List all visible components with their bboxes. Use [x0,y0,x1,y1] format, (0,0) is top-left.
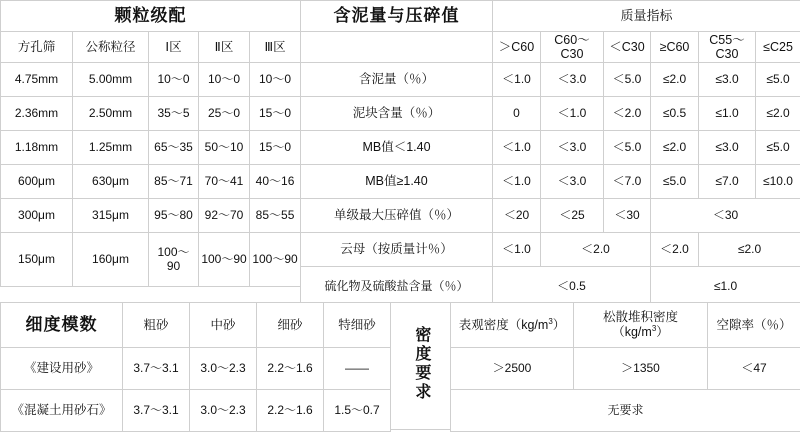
mud-row-label: 硫化物及硫酸盐含量（％） [301,267,493,308]
fineness-cell: 2.2～1.6 [257,390,324,432]
table-row [301,165,493,199]
quality-cell: ＜1.0 [493,131,541,165]
table-row [493,63,800,97]
quality-cell: ＜30 [651,199,800,233]
gradation-cell: 25～0 [199,97,250,131]
table-row [493,97,800,131]
mud-row-label: 泥块含量（％） [301,97,493,131]
quality-cell: ≤2.0 [651,63,699,97]
gradation-header-2: Ⅰ区 [149,32,199,63]
quality-block [492,0,800,298]
table-row [301,63,493,97]
gradation-cell: 10～0 [250,63,301,97]
table-row [493,131,800,165]
density-header-bulk [574,303,708,348]
gradation-header-row [1,32,301,63]
table-row [451,348,800,390]
gradation-cell: 4.75mm [1,63,73,97]
bottom-section [0,302,800,428]
table-row [1,63,301,97]
fineness-cell: 1.5～0.7 [324,390,391,432]
quality-cell: ＜1.0 [493,233,541,267]
table-row [1,165,301,199]
density-value-bulk: ＞1350 [574,348,708,390]
gradation-cell: 92～70 [199,199,250,233]
gradation-cell: 85～55 [250,199,301,233]
quality-cell: ≤2.0 [699,233,800,267]
gradation-cell: 2.50mm [73,97,149,131]
gradation-cell: 95～80 [149,199,199,233]
gradation-cell: 160μm [73,233,149,287]
density-header-bulk-tail: ） [656,326,669,340]
fineness-header-3: 特细砂 [324,303,391,348]
gradation-cell: 40～16 [250,165,301,199]
gradation-title-row [1,1,301,32]
fineness-cell: 3.0～2.3 [190,390,257,432]
gradation-header-4: Ⅲ区 [250,32,301,63]
gradation-cell: 85～71 [149,165,199,199]
mud-title: 含泥量与压碎值 [301,1,493,32]
quality-cell: ＜30 [604,199,651,233]
quality-cell: ≤1.0 [651,267,800,308]
gradation-cell: 300μm [1,199,73,233]
mud-row-label: 含泥量（％） [301,63,493,97]
density-label-block [390,302,450,428]
quality-cell: ＜2.0 [651,233,699,267]
quality-cell: ≤3.0 [699,63,756,97]
quality-cell: ＜5.0 [604,63,651,97]
quality-cell: ＜20 [493,199,541,233]
density-table [450,302,800,432]
quality-cell: ≤0.5 [651,97,699,131]
table-row [1,131,301,165]
gradation-cell: 150μm [1,233,73,287]
table-row [1,97,301,131]
mud-row-label: 单级最大压碎值（％） [301,199,493,233]
table-row [1,199,301,233]
quality-cell: ≤2.0 [651,131,699,165]
fineness-cell: 3.0～2.3 [190,348,257,390]
gradation-cell: 630μm [73,165,149,199]
fineness-header-0: 粗砂 [123,303,190,348]
quality-header-4: C55～C30 [699,32,756,63]
table-row [301,131,493,165]
quality-cell: ≤2.0 [756,97,800,131]
gradation-cell: 315μm [73,199,149,233]
gradation-cell: 2.36mm [1,97,73,131]
mud-row-label: 云母（按质量计％） [301,233,493,267]
mud-title-row [301,1,493,32]
table-row [301,233,493,267]
quality-cell: ＜3.0 [541,131,604,165]
gradation-cell: 70～41 [199,165,250,199]
quality-header-row [493,32,800,63]
gradation-cell: 5.00mm [73,63,149,97]
gradation-cell: 600μm [1,165,73,199]
quality-title: 质量指标 [493,1,800,32]
gradation-block [0,0,300,298]
table-row [301,97,493,131]
quality-cell: ≤3.0 [699,131,756,165]
mud-row-label: MB值≥1.40 [301,165,493,199]
quality-cell: ＜7.0 [604,165,651,199]
quality-cell: ＜2.0 [604,97,651,131]
density-side-label: 密度要求 [412,326,429,402]
quality-cell: ≤5.0 [756,131,800,165]
quality-header-1: C60～C30 [541,32,604,63]
density-header-apparent [451,303,574,348]
quality-header-0: ＞C60 [493,32,541,63]
gradation-cell: 15～0 [250,131,301,165]
quality-cell: ＜5.0 [604,131,651,165]
density-side-label-cell [391,303,451,430]
table-row [1,348,391,390]
gradation-cell: 35～5 [149,97,199,131]
quality-header-5: ≤C25 [756,32,800,63]
gradation-cell: 65～35 [149,131,199,165]
table-row [493,199,800,233]
quality-cell: ＜1.0 [493,63,541,97]
table-row [493,165,800,199]
mud-header-spacer [301,32,493,63]
quality-cell: ＜3.0 [541,63,604,97]
quality-cell: ≤5.0 [756,63,800,97]
quality-cell: ＜25 [541,199,604,233]
table-row [1,390,391,432]
density-value-apparent: ＞2500 [451,348,574,390]
gradation-cell: 1.18mm [1,131,73,165]
quality-header-3: ≥C60 [651,32,699,63]
quality-cell: ≤5.0 [651,165,699,199]
quality-cell: ＜1.0 [493,165,541,199]
table-row [451,390,800,432]
mud-label-block [300,0,492,298]
quality-cell: ＜1.0 [541,97,604,131]
density-header-apparent-tail: ） [553,318,566,332]
quality-table [492,0,800,308]
quality-cell: ＜2.0 [541,233,651,267]
quality-cell: ＜3.0 [541,165,604,199]
fineness-table [0,302,391,432]
density-value-void: ＜47 [708,348,800,390]
fineness-row-label: 《混凝土用砂石》 [1,390,123,432]
gradation-cell: 15～0 [250,97,301,131]
gradation-header-1: 公称粒径 [73,32,149,63]
fineness-header-1: 中砂 [190,303,257,348]
table-row [301,199,493,233]
table-row [391,303,451,430]
density-header-apparent-text: 表观密度（kg/m [459,318,549,332]
mud-spacer-row [301,32,493,63]
quality-header-2: ＜C30 [604,32,651,63]
quality-cell: ≤7.0 [699,165,756,199]
gradation-cell: 10～0 [149,63,199,97]
density-block [450,302,800,428]
mud-row-label: MB值＜1.40 [301,131,493,165]
density-header-bulk-text: 松散堆积密度（kg/m [603,310,678,340]
fineness-cell: 3.7～3.1 [123,348,190,390]
gradation-table [0,0,301,287]
quality-cell: ＜0.5 [493,267,651,308]
gradation-cell: 100～90 [199,233,250,287]
density-header-void: 空隙率（％） [708,303,800,348]
gradation-cell: 100～90 [250,233,301,287]
gradation-header-0: 方孔筛 [1,32,73,63]
table-row [493,233,800,267]
table-row [1,233,301,287]
fineness-row-label: 《建设用砂》 [1,348,123,390]
gradation-cell: 10～0 [199,63,250,97]
density-note: 无要求 [451,390,800,432]
fineness-block [0,302,390,428]
quality-title-row [493,1,800,32]
density-label-table [390,302,451,430]
gradation-cell: 1.25mm [73,131,149,165]
density-header-row [451,303,800,348]
fineness-cell: 2.2～1.6 [257,348,324,390]
fineness-header-2: 细砂 [257,303,324,348]
gradation-title: 颗粒级配 [1,1,301,32]
fineness-header-row [1,303,391,348]
quality-cell: 0 [493,97,541,131]
density-unit-sup: 3 [652,324,656,333]
quality-cell: ≤10.0 [756,165,800,199]
fineness-cell: 3.7～3.1 [123,390,190,432]
quality-cell: ≤1.0 [699,97,756,131]
mud-label-table [300,0,493,308]
fineness-title: 细度模数 [1,303,123,348]
density-unit-sup: 3 [548,317,552,326]
fineness-cell: —— [324,348,391,390]
gradation-header-3: Ⅱ区 [199,32,250,63]
gradation-cell: 100～90 [149,233,199,287]
gradation-cell: 50～10 [199,131,250,165]
